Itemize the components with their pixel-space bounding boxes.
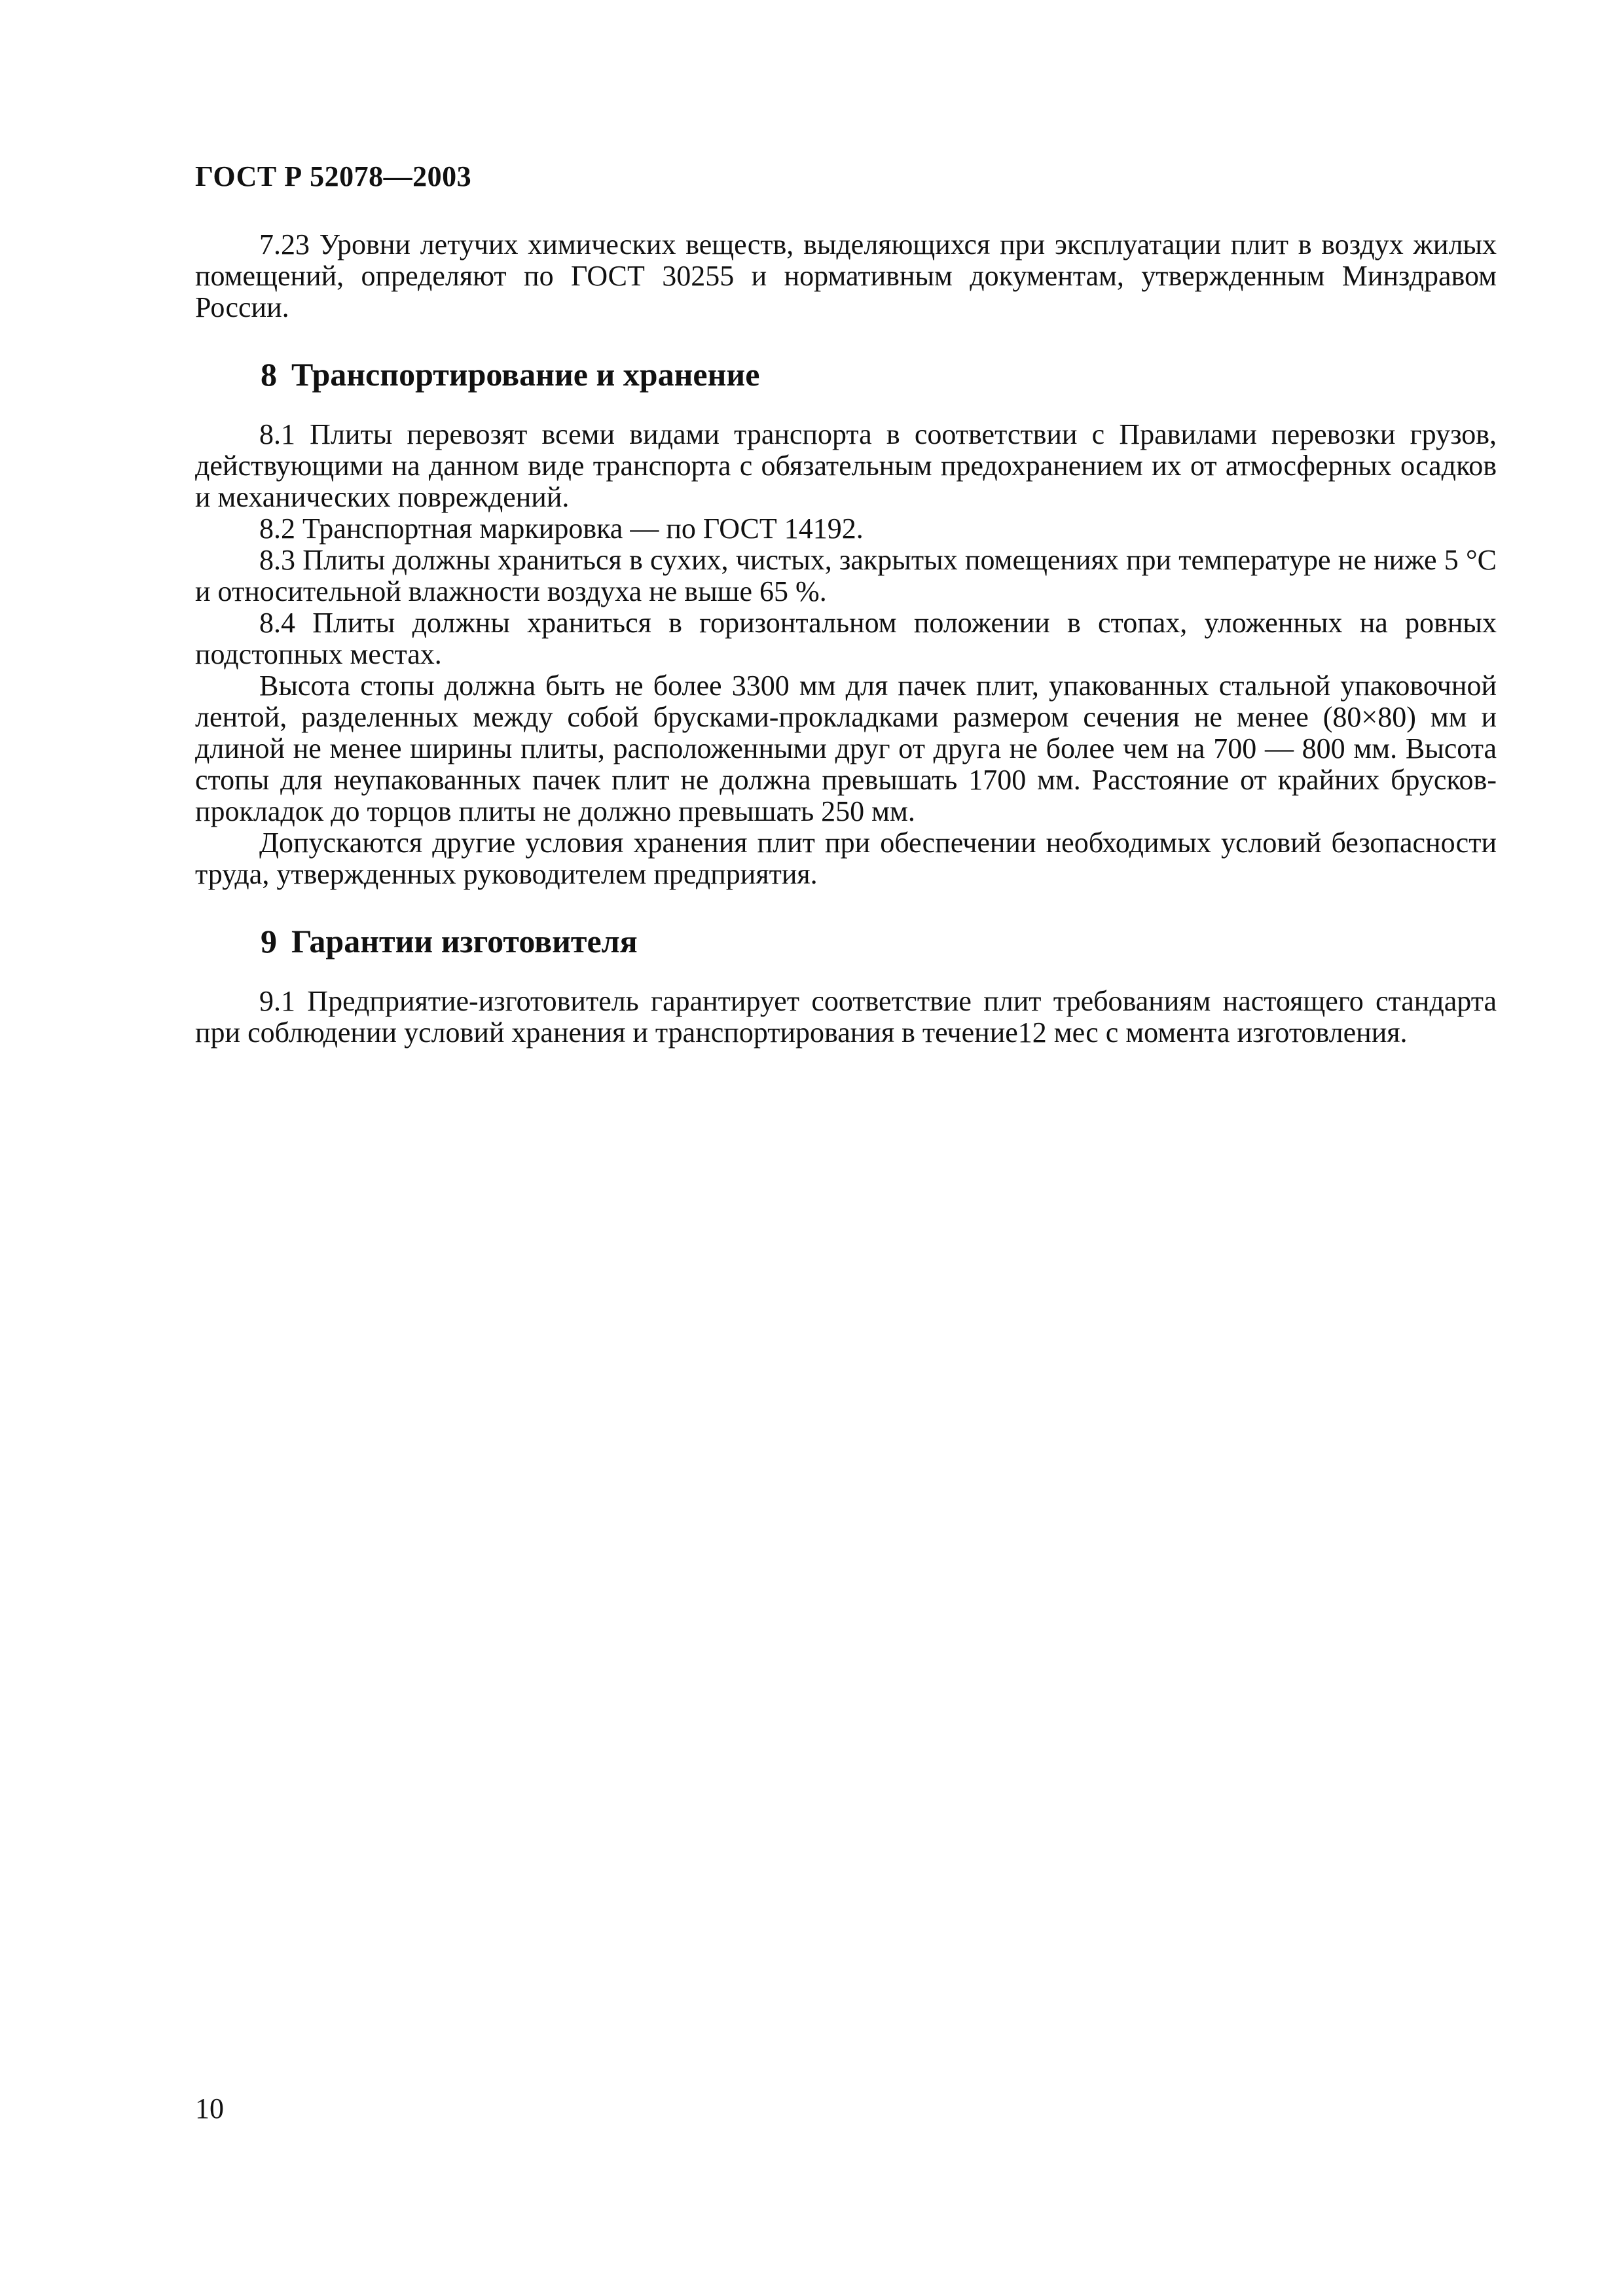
section-8-number: 8 bbox=[261, 356, 277, 393]
paragraph-8-2: 8.2 Транспортная маркировка — по ГОСТ 14192. bbox=[259, 512, 864, 545]
paragraph-8-3: 8.3 Плиты должны храниться в сухих, чистых, закрытых помещениях при температуре не ниже 5 °С и относительной влажности воздуха не выше 65 %. bbox=[195, 544, 1497, 607]
section-8-title: Транспортирование и хранение bbox=[291, 356, 760, 393]
paragraph-7-23: 7.23 Уровни летучих химических веществ, выделяющихся при эксплуатации плит в воздух жилых помещений, определяют по ГОСТ 30255 и нормативным документам, утвержденным Минздравом России. bbox=[195, 228, 1497, 323]
section-8-heading bbox=[195, 356, 1497, 393]
section-9-title: Гарантии изготовителя bbox=[291, 923, 638, 960]
paragraph-8-4: 8.4 Плиты должны храниться в горизонтальном положении в стопах, уложенных на ровных подстопных местах. bbox=[195, 607, 1497, 670]
paragraph-8-1: 8.1 Плиты перевозят всеми видами транспорта в соответствии с Правилами перевозки грузов, действующими на данном виде транспорта с обязательным предохранением их от атмосферных осадков и механических повреждений. bbox=[195, 418, 1497, 513]
paragraph-9-1: 9.1 Предприятие-изготовитель гарантирует соответствие плит требованиям настоящего стандарта при соблюдении условий хранения и транспортирования в течение12 мес с момента изготовления. bbox=[195, 985, 1497, 1049]
document-code-header: ГОСТ Р 52078—2003 bbox=[195, 160, 472, 192]
paragraph-stack-height: Высота стопы должна быть не более 3300 мм для пачек плит, упакованных стальной упаковочной лентой, разделенных между собой брусками-прокладками размером сечения не менее (80×80) мм и длиной не менее ширины плиты, расположенными друг от друга не более чем на 700 — 800 мм. Высота стопы для неупакованных пачек плит не должна превышать 1700 мм. Расстояние от крайних брусков-прокладок до торцов плиты не должно превышать 250 мм. bbox=[195, 670, 1497, 827]
section-9-heading bbox=[195, 923, 1497, 960]
page-content bbox=[195, 229, 1497, 1049]
section-9-number: 9 bbox=[261, 923, 277, 960]
paragraph-other-conditions: Допускаются другие условия хранения плит при обеспечении необходимых условий безопасности труда, утвержденных руководителем предприятия. bbox=[195, 827, 1497, 890]
page-number: 10 bbox=[195, 2092, 224, 2125]
